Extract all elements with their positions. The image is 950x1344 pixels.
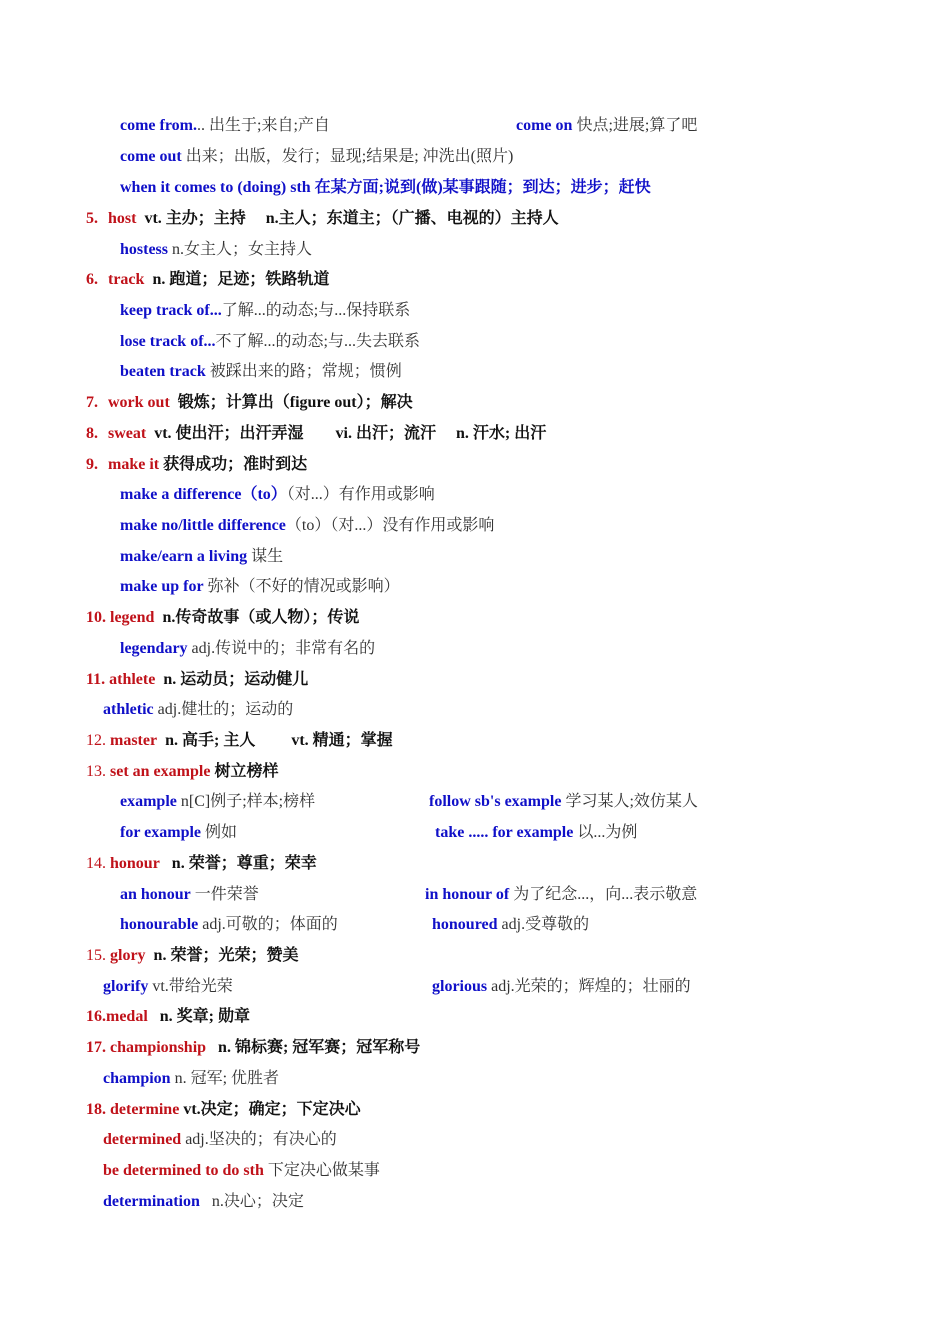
definition: adj.可敬的；体面的: [198, 916, 338, 933]
phrase: legendary: [120, 640, 188, 657]
definition: vt.决定；确定；下定决心: [183, 1101, 361, 1118]
definition: 为了纪念...，向...表示敬意: [509, 886, 698, 903]
entry-honourable: [120, 915, 338, 935]
phrase: follow sb's example: [429, 793, 562, 810]
entry-track: [86, 270, 329, 290]
definition: n.传奇故事（或人物）；传说: [162, 609, 360, 626]
entry-come-on: [516, 116, 697, 136]
entry-medal: [86, 1007, 250, 1027]
headword: honour: [110, 855, 160, 872]
definition: 弥补（不好的情况或影响）: [203, 578, 400, 595]
headword: 16.medal: [86, 1008, 148, 1025]
entry-number: 5.: [86, 210, 98, 227]
definition: n.决心；决定: [207, 1193, 304, 1210]
entry-when-it-comes-to: [120, 178, 651, 198]
definition: 获得成功；准时到达: [163, 456, 308, 473]
entry-determined: [103, 1130, 337, 1150]
definition: n. 荣誉；尊重；荣幸: [171, 855, 317, 872]
entry-beaten-track: [120, 362, 402, 382]
definition: adj.光荣的；辉煌的；壮丽的: [487, 978, 691, 995]
headword: sweat: [108, 425, 147, 442]
entry-be-determined: [103, 1161, 380, 1181]
entry-work-out: [86, 393, 413, 413]
headword: make it: [108, 456, 160, 473]
headword: master: [110, 732, 158, 749]
entry-make-a-living: [120, 547, 283, 567]
definition: 不了解...的动态;与...失去联系: [215, 333, 420, 350]
entry-number: 10.: [86, 609, 106, 626]
definition: vt.带给光荣: [148, 978, 233, 995]
definition: （to）（对...）没有作用或影响: [285, 517, 495, 534]
definition: 快点;进展;算了吧: [572, 117, 698, 134]
definition: 出来；出版，发行；显现;结果是; 冲洗出(照片): [181, 148, 514, 165]
entry-number: 7.: [86, 394, 98, 411]
headword: host: [108, 210, 137, 227]
definition: 了解...的动态;与...保持联系: [221, 302, 411, 319]
entry-glorious: [432, 977, 691, 997]
entry-number: 12.: [86, 732, 106, 749]
entry-come-from: [120, 116, 330, 136]
headword: work out: [108, 394, 170, 411]
phrase: in honour of: [425, 886, 510, 903]
phrase: be determined to do sth: [103, 1162, 264, 1179]
phrase: when it comes to (doing) sth 在某方面;说到(做)某事跟随；到达；进步；赶快: [120, 179, 651, 196]
entry-come-out: [120, 147, 513, 167]
phrase: honourable: [120, 916, 199, 933]
definition: （对...）有作用或影响: [286, 486, 435, 503]
headword: track: [108, 271, 145, 288]
headword: 17. championship: [86, 1039, 207, 1056]
phrase: beaten track: [120, 363, 206, 380]
phrase: determined: [103, 1131, 182, 1148]
phrase: make up for: [120, 578, 204, 595]
definition: 学习某人;效仿某人: [561, 793, 698, 810]
headword: athlete: [109, 671, 156, 688]
definition: 以...为例: [573, 824, 638, 841]
entry-hostess: [120, 240, 312, 260]
entry-legendary: [120, 639, 375, 659]
headword: set an example: [110, 763, 211, 780]
entry-honoured: [432, 915, 589, 935]
phrase: for example: [120, 824, 202, 841]
entry-set-an-example: [86, 762, 278, 782]
definition: adj.传说中的；非常有名的: [187, 640, 376, 657]
phrase: make/earn a living: [120, 548, 248, 565]
phrase: determination: [103, 1193, 200, 1210]
entry-an-honour: [120, 885, 259, 905]
phrase: take ..... for example: [435, 824, 574, 841]
phrase: example: [120, 793, 177, 810]
definition: 下定决心做某事: [263, 1162, 380, 1179]
phrase: come out: [120, 148, 182, 165]
phrase: come from.: [120, 117, 197, 134]
entry-in-honour-of: [425, 885, 697, 905]
definition: 被踩出来的路；常规；惯例: [205, 363, 402, 380]
definition: vt. 使出汗；出汗弄湿 vi. 出汗；流汗 n. 汗水; 出汗: [154, 425, 547, 442]
phrase: lose track of...: [120, 333, 216, 350]
definition: vt. 主办；主持 n.主人；东道主；（广播、电视的）主持人: [144, 210, 559, 227]
entry-athlete: [86, 670, 308, 690]
definition: 一件荣誉: [190, 886, 259, 903]
entry-sweat: [86, 424, 546, 444]
headword: 18. determine: [86, 1101, 180, 1118]
entry-make-it: [86, 455, 307, 475]
phrase: make a difference（to）: [120, 486, 287, 503]
definition: 谋生: [247, 548, 284, 565]
phrase: honoured: [432, 916, 498, 933]
entry-number: 9.: [86, 456, 98, 473]
entry-number: 15.: [86, 947, 106, 964]
definition: 例如: [201, 824, 238, 841]
entry-follow-example: [429, 792, 698, 812]
entry-championship: [86, 1038, 420, 1058]
phrase: an honour: [120, 886, 191, 903]
phrase: make no/little difference: [120, 517, 286, 534]
definition: n. 冠军; 优胜者: [170, 1070, 280, 1087]
entry-athletic: [103, 700, 293, 720]
definition: 锻炼；计算出（figure out）；解决: [177, 394, 413, 411]
entry-host: [86, 209, 559, 229]
entry-lose-track: [120, 332, 420, 352]
definition: adj.受尊敬的: [497, 916, 590, 933]
entry-take-for-example: [435, 823, 637, 843]
entry-example: [120, 792, 315, 812]
entry-honour: [86, 854, 317, 874]
phrase: glorious: [432, 978, 488, 995]
entry-glorify: [103, 977, 233, 997]
entry-determination: [103, 1192, 304, 1212]
entry-master: [86, 731, 393, 751]
entry-glory: [86, 946, 298, 966]
definition: .. 出生于;来自;产自: [197, 117, 330, 134]
headword: legend: [110, 609, 155, 626]
definition: adj.健壮的；运动的: [153, 701, 294, 718]
phrase: athletic: [103, 701, 154, 718]
entry-for-example: [120, 823, 237, 843]
entry-make-a-difference: [120, 485, 435, 505]
entry-make-up-for: [120, 577, 400, 597]
definition: n[C]例子;样本;榜样: [176, 793, 316, 810]
entry-number: 6.: [86, 271, 98, 288]
entry-champion: [103, 1069, 279, 1089]
entry-number: 11.: [86, 671, 106, 688]
entry-make-no-difference: [120, 516, 494, 536]
definition: n. 运动员；运动健儿: [163, 671, 309, 688]
entry-legend: [86, 608, 359, 628]
phrase: champion: [103, 1070, 171, 1087]
definition: n. 奖章; 勋章: [159, 1008, 251, 1025]
definition: 树立榜样: [214, 763, 279, 780]
phrase: hostess: [120, 241, 169, 258]
entry-number: 14.: [86, 855, 106, 872]
entry-determine: [86, 1100, 361, 1120]
definition: n. 跑道；足迹；铁路轨道: [152, 271, 330, 288]
definition: n. 锦标赛; 冠军赛；冠军称号: [218, 1039, 421, 1056]
definition: adj.坚决的；有决心的: [181, 1131, 337, 1148]
definition: n.女主人；女主持人: [168, 241, 313, 258]
phrase: keep track of...: [120, 302, 222, 319]
headword: glory: [110, 947, 146, 964]
definition: n. 高手; 主人 vt. 精通；掌握: [165, 732, 393, 749]
entry-number: 13.: [86, 763, 106, 780]
phrase: glorify: [103, 978, 149, 995]
entry-keep-track: [120, 301, 410, 321]
phrase: come on: [516, 117, 573, 134]
definition: n. 荣誉；光荣；赞美: [153, 947, 299, 964]
entry-number: 8.: [86, 425, 98, 442]
